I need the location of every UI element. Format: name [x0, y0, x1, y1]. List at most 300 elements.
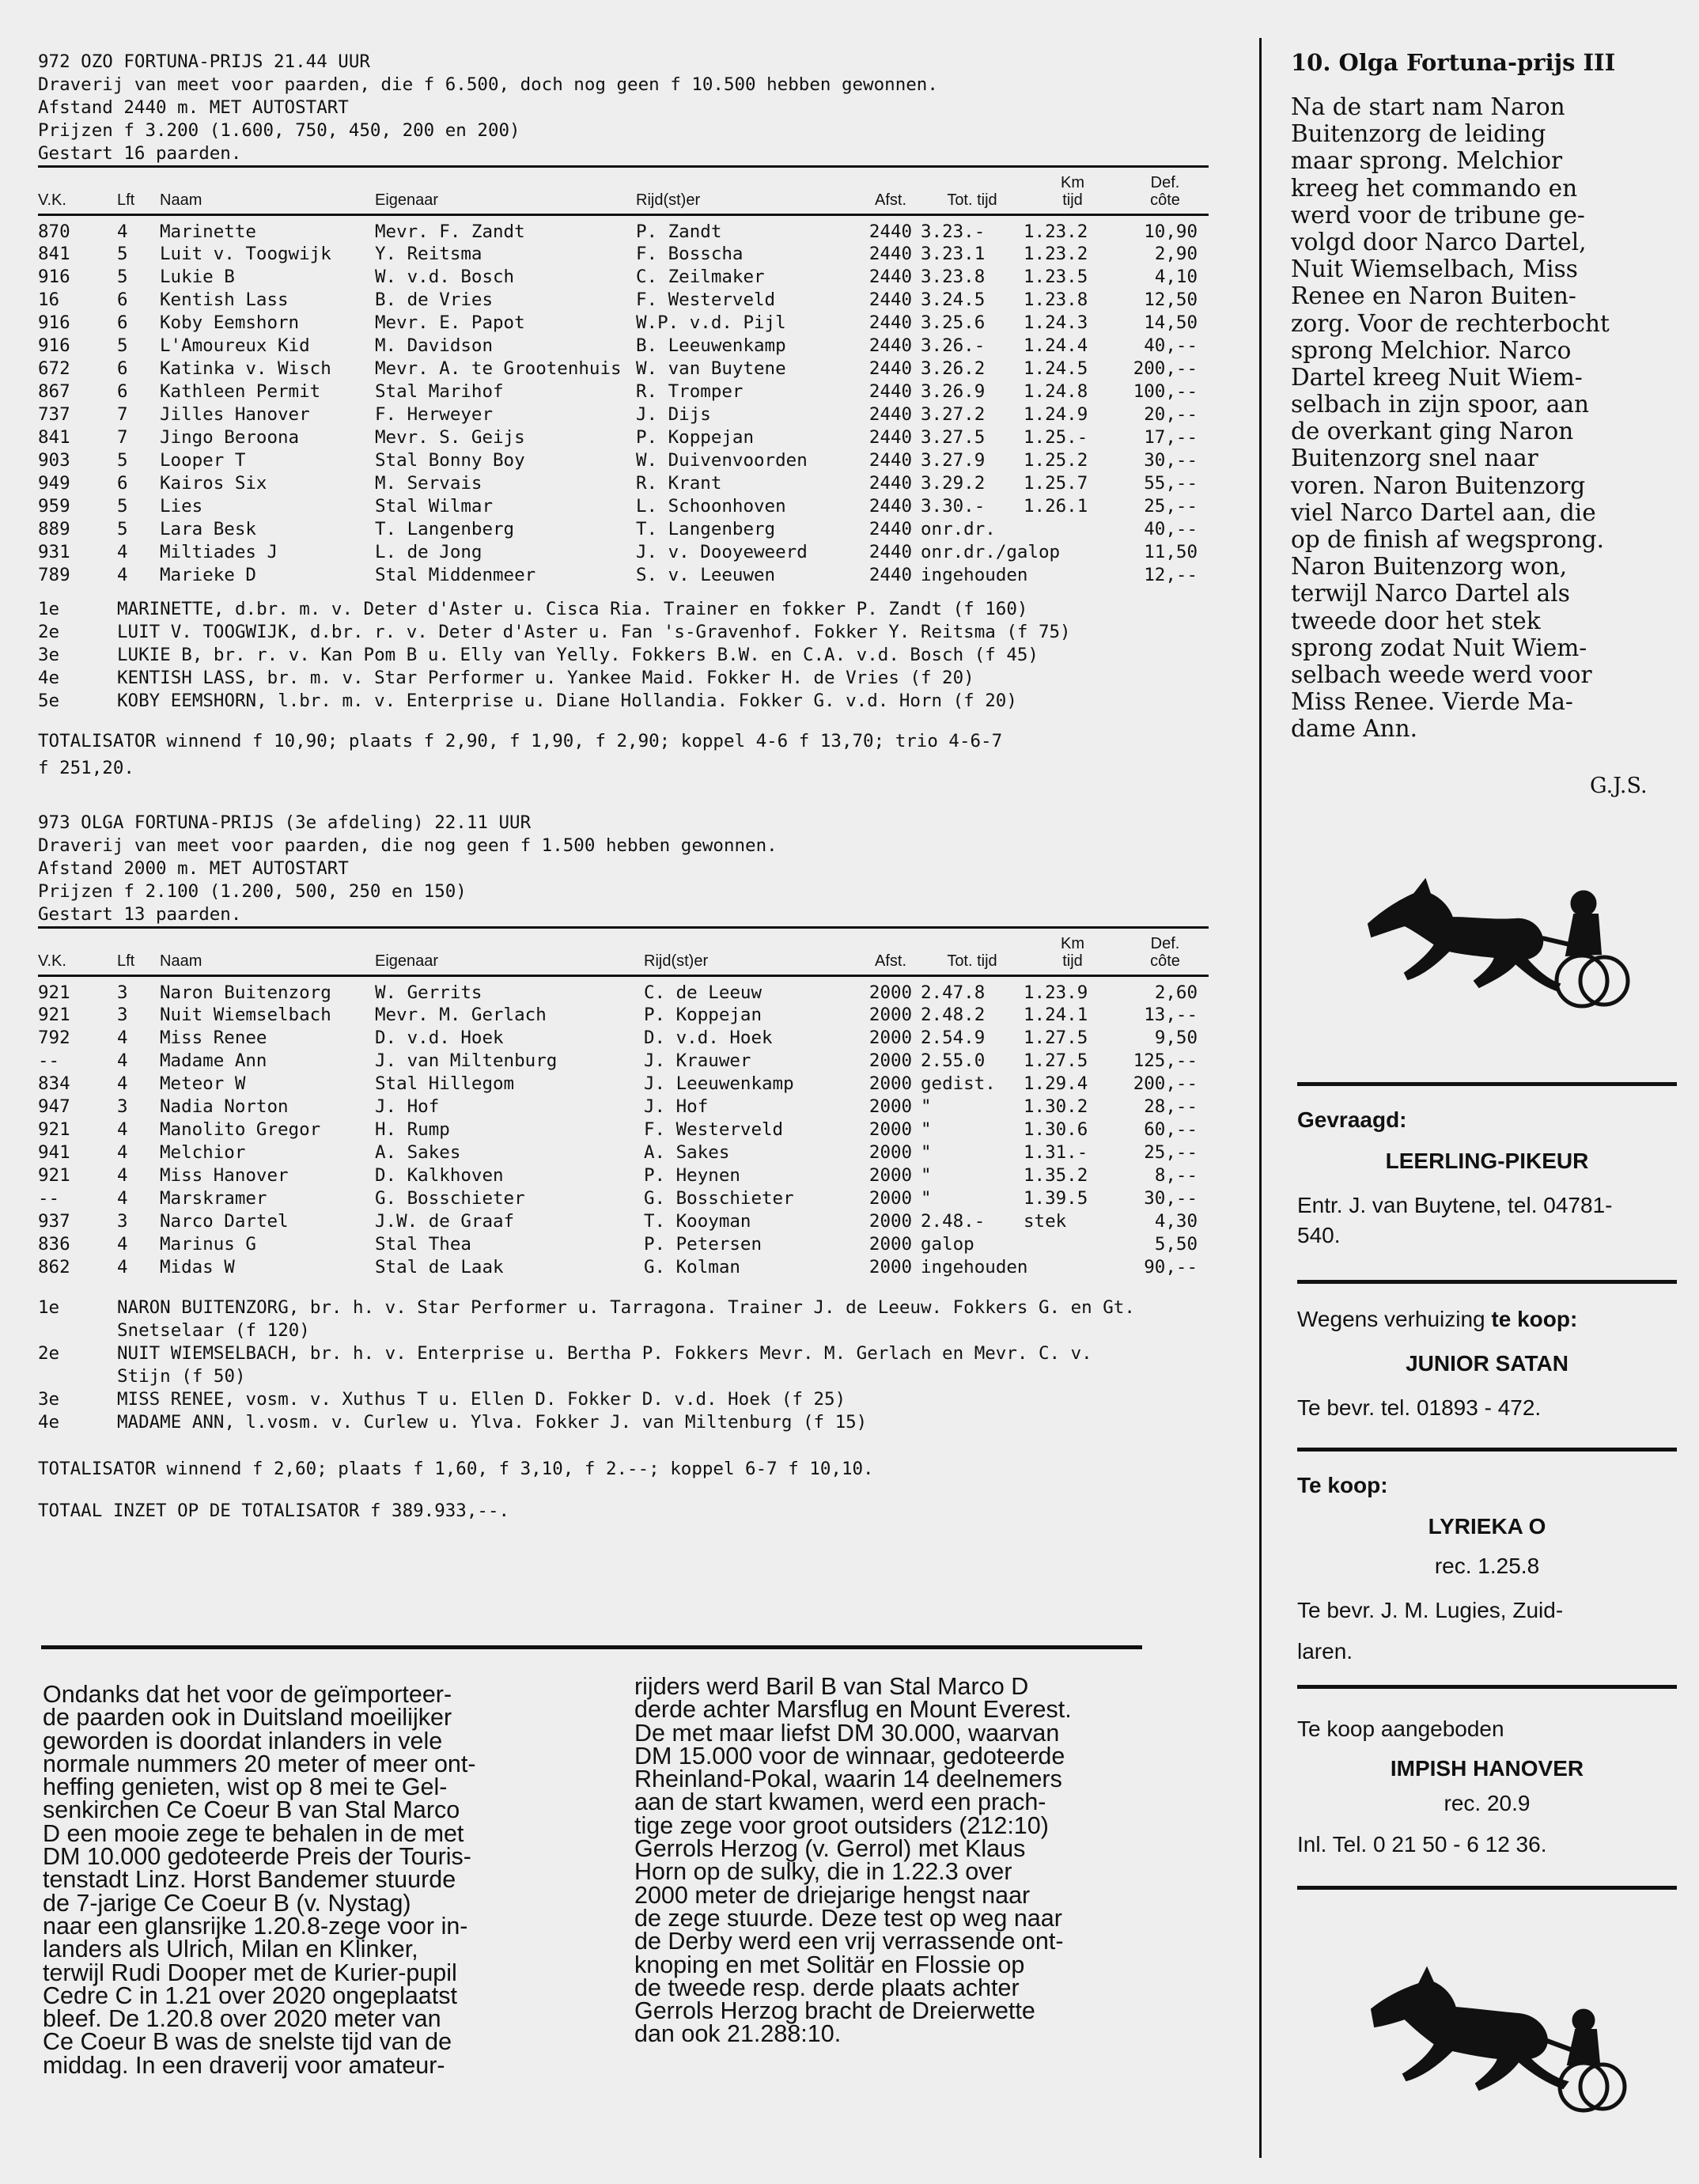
table-row — [38, 1073, 1209, 1096]
ad-name: LYRIEKA O — [1428, 1514, 1546, 1539]
table-cell: C. de Leeuw — [644, 982, 762, 1003]
ad-name: LEERLING-PIKEUR — [1385, 1149, 1589, 1173]
table-row — [38, 289, 1209, 312]
table-cell: 3.27.9 — [921, 450, 986, 471]
table-cell: 2.48.2 — [921, 1005, 986, 1025]
table-cell: " — [921, 1119, 932, 1140]
race-972-prizes: Prijzen f 3.200 (1.600, 750, 450, 200 en 200) — [38, 120, 520, 141]
table-cell: 4,30 — [1154, 1211, 1198, 1232]
table-row — [38, 1004, 1209, 1027]
table-cell: 2000 — [868, 1005, 913, 1025]
table-cell: -- — [38, 1050, 60, 1071]
placing-row: 1e NARON BUITENZORG, br. h. v. Star Performer u. Tarragona. Trainer J. de Leeuw. Fokkers G. en Gt. — [38, 1296, 1135, 1318]
table-cell: 2440 — [868, 381, 913, 402]
table-cell: 200,-- — [1133, 358, 1198, 379]
table-cell: 1.30.6 — [1024, 1119, 1088, 1140]
table-cell: 1.23.2 — [1024, 221, 1088, 242]
table-cell: 867 — [38, 381, 70, 402]
table-cell: 889 — [38, 519, 70, 539]
table-cell: Mevr. M. Gerlach — [375, 1005, 547, 1025]
table-cell: Midas W — [160, 1257, 235, 1277]
table-cell: 1.23.2 — [1024, 244, 1088, 264]
trotter-sulky-icon — [1360, 1959, 1629, 2117]
col-km-tijd: Km tijd — [1061, 174, 1084, 209]
table-cell: Stal Middenmeer — [375, 565, 536, 585]
table-row — [38, 1141, 1209, 1164]
table-row — [38, 976, 1209, 1004]
table-cell: Kathleen Permit — [160, 381, 321, 402]
table-cell: 100,-- — [1133, 381, 1198, 402]
table-cell: 3.26.- — [921, 335, 986, 356]
table-cell: Stal Marihof — [375, 381, 504, 402]
table-cell: Marskramer — [160, 1188, 267, 1209]
race-972-rows — [38, 215, 1209, 587]
article-top-rule — [41, 1645, 1142, 1649]
table-cell: 17,-- — [1144, 427, 1198, 448]
table-cell: 2440 — [868, 312, 913, 333]
table-cell: 40,-- — [1144, 519, 1198, 539]
table-header-row — [38, 167, 1209, 215]
ad-contact: Entr. J. van Buytene, tel. 04781- — [1297, 1193, 1613, 1217]
table-cell: 2440 — [868, 473, 913, 494]
table-cell: 12,50 — [1144, 290, 1198, 310]
table-cell: 1.25.2 — [1024, 450, 1088, 471]
race-973-prizes: Prijzen f 2.100 (1.200, 500, 250 en 150) — [38, 881, 467, 902]
table-cell: -- — [38, 1188, 60, 1209]
table-cell: 4 — [117, 1142, 128, 1163]
table-cell: B. de Vries — [375, 290, 494, 310]
table-cell: 836 — [38, 1234, 70, 1255]
table-cell: J. van Miltenburg — [375, 1050, 558, 1071]
table-cell: 5 — [117, 450, 128, 471]
table-cell: 5 — [117, 496, 128, 517]
table-cell: onr.dr./galop — [921, 542, 1061, 562]
table-cell: J.W. de Graaf — [375, 1211, 515, 1232]
table-cell: G. Bosschieter — [644, 1188, 794, 1209]
col-km-tijd: Km tijd — [1061, 935, 1084, 970]
col-def-cote: Def. côte — [1150, 174, 1180, 209]
table-row — [38, 1096, 1209, 1118]
table-cell: 4 — [117, 1028, 128, 1048]
table-cell: " — [921, 1096, 932, 1117]
col-afst: Afst. — [874, 952, 906, 970]
table-cell: 2000 — [868, 1234, 913, 1255]
table-cell — [1024, 1233, 1122, 1256]
table-row — [38, 243, 1209, 266]
ad-title: Gevraagd: — [1297, 1107, 1407, 1132]
trotter-sulky-icon — [1353, 862, 1629, 1013]
ad-divider-3 — [1297, 1448, 1677, 1452]
table-cell: 1.29.4 — [1024, 1073, 1088, 1094]
table-cell: P. Petersen — [644, 1234, 762, 1255]
table-cell: Jingo Beroona — [160, 427, 300, 448]
table-cell: 2000 — [868, 1211, 913, 1232]
ad-contact: Inl. Tel. 0 21 50 - 6 12 36. — [1297, 1832, 1547, 1857]
table-cell: 1.24.8 — [1024, 381, 1088, 402]
race-973-rows — [38, 976, 1209, 1279]
table-cell: 2440 — [868, 496, 913, 517]
table-cell: Stal de Laak — [375, 1257, 504, 1277]
table-cell: W. Gerrits — [375, 982, 482, 1003]
table-row — [38, 1233, 1209, 1256]
column-divider — [1259, 38, 1262, 2158]
table-cell: 4 — [117, 1257, 128, 1277]
col-rijder: Rijd(st)er — [636, 191, 701, 209]
table-row — [38, 472, 1209, 495]
table-cell: 4 — [117, 1188, 128, 1209]
table-row — [38, 518, 1209, 541]
table-cell: Lies — [160, 496, 203, 517]
article-col-1: Ondanks dat het voor de geïmporteer- de paarden ook in Duitsland moeilijker geworden is doordat inlanders in vele normale nummers 20 meter of meer ont- heffing genieten, wist op 8 mei te Gel- senkirchen Ce Coeur B van Stal Marco D een mooie zege te behalen in de met DM 10.000 gedoteerde Preis der Touris- tenstadt Linz. Horst Bandemer stuurde de 7-jarige Ce Coeur B (v. Nystag) naar een glansrijke 1.20.8-zege voor in- landers als Ulrich, Milan en Klinker, terwijl Rudi Dooper met de Kurier-pupil Cedre C in 1.21 over 2020 ongeplaatst bleef. De 1.20.8 over 2020 meter van Ce Coeur B was de snelste tijd van de middag. In een draverij voor amateur- — [43, 1681, 476, 2079]
table-cell: M. Davidson — [375, 335, 494, 356]
race-973-distance: Afstand 2000 m. MET AUTOSTART — [38, 858, 349, 879]
race-972-conditions: Draverij van meet voor paarden, die f 6.500, doch nog geen f 10.500 hebben gewonnen. — [38, 74, 938, 95]
table-cell: 4 — [117, 1050, 128, 1071]
table-cell: P. Heynen — [644, 1165, 740, 1186]
table-cell: 5 — [117, 267, 128, 287]
table-cell: G. Kolman — [644, 1257, 740, 1277]
table-cell: 2.54.9 — [921, 1028, 986, 1048]
table-cell: 1.23.5 — [1024, 267, 1088, 287]
table-cell: 2.47.8 — [921, 982, 986, 1003]
col-eigenaar: Eigenaar — [375, 191, 439, 209]
table-cell: 1.39.5 — [1024, 1188, 1088, 1209]
table-cell: A. Sakes — [644, 1142, 730, 1163]
table-cell: 1.27.5 — [1024, 1028, 1088, 1048]
table-cell: W. Duivenvoorden — [636, 450, 808, 471]
table-cell: 25,-- — [1144, 496, 1198, 517]
table-cell: 9,50 — [1154, 1028, 1198, 1048]
table-cell: 6 — [117, 381, 128, 402]
table-cell: Stal Wilmar — [375, 496, 494, 517]
table-cell: 2440 — [868, 335, 913, 356]
table-cell: 20,-- — [1144, 404, 1198, 425]
col-afst: Afst. — [874, 191, 906, 209]
table-cell: 7 — [117, 404, 128, 425]
table-cell: 2000 — [868, 1165, 913, 1186]
ad-impish-hanover — [1297, 1717, 1677, 1857]
table-cell: Luit v. Toogwijk — [160, 244, 331, 264]
table-cell: Y. Reitsma — [375, 244, 482, 264]
race-973-started: Gestart 13 paarden. — [38, 904, 242, 925]
table-cell: B. Leeuwenkamp — [636, 335, 786, 356]
table-cell: 3 — [117, 982, 128, 1003]
table-cell: 40,-- — [1144, 335, 1198, 356]
table-cell: A. Sakes — [375, 1142, 461, 1163]
table-cell: 2440 — [868, 519, 913, 539]
table-cell: Stal Hillegom — [375, 1073, 515, 1094]
table-row — [38, 1118, 1209, 1141]
table-cell: 2.55.0 — [921, 1050, 986, 1071]
table-cell: Kentish Lass — [160, 290, 289, 310]
col-rijder: Rijd(st)er — [644, 952, 709, 970]
table-cell: 841 — [38, 427, 70, 448]
table-cell: W.P. v.d. Pijl — [636, 312, 786, 333]
table-cell: T. Langenberg — [636, 519, 776, 539]
ad-contact: Te bevr. J. M. Lugies, Zuid- — [1297, 1598, 1564, 1622]
table-cell: 1.30.2 — [1024, 1096, 1088, 1117]
table-cell: 921 — [38, 1005, 70, 1025]
ad-name: JUNIOR SATAN — [1406, 1351, 1568, 1376]
table-cell: 6 — [117, 312, 128, 333]
table-cell: J. v. Dooyeweerd — [636, 542, 808, 562]
table-cell: 12,-- — [1144, 565, 1198, 585]
table-cell: 4 — [117, 1165, 128, 1186]
col-def-cote: Def. côte — [1150, 935, 1180, 970]
table-cell: Lukie B — [160, 267, 235, 287]
table-cell: 3 — [117, 1005, 128, 1025]
table-cell: stek — [1024, 1211, 1067, 1232]
table-cell: 921 — [38, 1165, 70, 1186]
table-cell: 13,-- — [1144, 1005, 1198, 1025]
table-cell: Marieke D — [160, 565, 256, 585]
race-972-header — [38, 51, 1209, 165]
table-cell: ingehouden — [921, 1257, 1028, 1277]
table-cell: W. van Buytene — [636, 358, 786, 379]
race-972-title: 972 OZO FORTUNA-PRIJS 21.44 UUR — [38, 51, 370, 72]
table-row — [38, 380, 1209, 403]
table-cell — [1024, 564, 1122, 587]
table-cell: 1.24.9 — [1024, 404, 1088, 425]
table-row — [38, 358, 1209, 380]
table-cell: 2440 — [868, 565, 913, 585]
col-lft: Lft — [117, 952, 135, 970]
table-cell: 916 — [38, 335, 70, 356]
table-cell: H. Rump — [375, 1119, 450, 1140]
ad-divider-1 — [1297, 1082, 1677, 1086]
table-cell: Miss Renee — [160, 1028, 267, 1048]
table-header-row — [38, 928, 1209, 976]
table-row — [38, 426, 1209, 449]
table-row — [38, 449, 1209, 472]
table-cell: 792 — [38, 1028, 70, 1048]
table-row — [38, 403, 1209, 426]
table-cell: ingehouden — [921, 565, 1028, 585]
table-cell: 25,-- — [1144, 1142, 1198, 1163]
table-cell: 1.31.- — [1024, 1142, 1088, 1163]
table-cell: Marinette — [160, 221, 256, 242]
table-cell: 947 — [38, 1096, 70, 1117]
col-vk: V.K. — [38, 952, 66, 970]
table-cell: 2440 — [868, 244, 913, 264]
table-cell: 2,60 — [1154, 982, 1198, 1003]
table-row — [38, 495, 1209, 518]
race-972-results-table — [38, 165, 1209, 587]
article-col-2: rijders werd Baril B van Stal Marco D derde achter Marsflug en Mount Everest. De met maar liefst DM 30.000, waarvan DM 15.000 voor de winnaar, gedoteerde Rheinland-Pokal, waarin 14 deelnemers aan de start kwamen, werd een prach- tige zege voor groot outsiders (212:10) Gerrols Herzog (v. Gerrol) met Klaus Horn op de sulky, die in 1.22.3 over 2000 meter de driejarige hengst naar de zege stuurde. Deze test op weg naar de Derby werd een vrij verrassende ont- knoping en met Solitär en Flossie op de tweede resp. derde plaats achter Gerrols Herzog bracht de Dreierwette dan ook 21.288:10. — [634, 1673, 1072, 2048]
table-cell: 5 — [117, 244, 128, 264]
table-row — [38, 266, 1209, 289]
table-cell: Stal Thea — [375, 1234, 471, 1255]
col-vk: V.K. — [38, 191, 66, 209]
table-cell: 2440 — [868, 427, 913, 448]
table-row — [38, 541, 1209, 564]
table-cell: 2440 — [868, 290, 913, 310]
table-cell: 862 — [38, 1257, 70, 1277]
race-972-totalisator: TOTALISATOR winnend f 10,90; plaats f 2,90, f 1,90, f 2,90; koppel 4-6 f 13,70; trio 4-6-7 f 251,20. — [38, 730, 1003, 778]
table-cell: 3.26.2 — [921, 358, 986, 379]
ad-contact-cont: 540. — [1297, 1223, 1341, 1247]
table-cell: Naron Buitenzorg — [160, 982, 331, 1003]
table-cell: Mevr. A. te Grootenhuis — [375, 358, 622, 379]
table-row — [38, 1187, 1209, 1210]
table-cell: 4 — [117, 1234, 128, 1255]
table-cell: Melchior — [160, 1142, 246, 1163]
placing-row: 5e KOBY EEMSHORN, l.br. m. v. Enterprise u. Diane Hollandia. Fokker G. v.d. Horn (f 20) — [38, 690, 1017, 711]
table-cell: 959 — [38, 496, 70, 517]
table-row — [38, 1210, 1209, 1233]
table-row — [38, 1050, 1209, 1073]
ad-divider-2 — [1297, 1280, 1677, 1284]
table-cell: P. Zandt — [636, 221, 722, 242]
table-cell: galop — [921, 1234, 974, 1255]
ad-divider-4 — [1297, 1685, 1677, 1689]
table-cell: 3.27.2 — [921, 404, 986, 425]
table-cell: 16 — [38, 290, 60, 310]
table-cell — [1024, 1256, 1122, 1279]
table-cell: 2000 — [868, 1050, 913, 1071]
table-cell: 3.23.1 — [921, 244, 986, 264]
table-cell: 4,10 — [1154, 267, 1198, 287]
table-cell: 1.24.4 — [1024, 335, 1088, 356]
table-row — [38, 1164, 1209, 1187]
table-row — [38, 1256, 1209, 1279]
race-973-results-table — [38, 926, 1209, 1279]
table-cell: gedist. — [921, 1073, 996, 1094]
table-cell: 30,-- — [1144, 450, 1198, 471]
table-cell: 10,90 — [1144, 221, 1198, 242]
table-cell: 3.30.- — [921, 496, 986, 517]
table-cell: Nuit Wiemselbach — [160, 1005, 331, 1025]
ad-title: Wegens verhuizing te koop: — [1297, 1307, 1578, 1331]
placing-row: 4e MADAME ANN, l.vosm. v. Curlew u. Ylva. Fokker J. van Miltenburg (f 15) — [38, 1411, 868, 1433]
col-naam: Naam — [160, 191, 202, 209]
table-row — [38, 215, 1209, 243]
table-cell: 1.25.7 — [1024, 473, 1088, 494]
table-cell: F. Bosscha — [636, 244, 744, 264]
table-cell: M. Servais — [375, 473, 482, 494]
col-eigenaar: Eigenaar — [375, 952, 439, 970]
table-cell: 2000 — [868, 982, 913, 1003]
table-cell: 3.23.8 — [921, 267, 986, 287]
table-cell: J. Hof — [375, 1096, 440, 1117]
table-cell: Lara Besk — [160, 519, 256, 539]
table-cell: C. Zeilmaker — [636, 267, 765, 287]
table-cell: 1.24.5 — [1024, 358, 1088, 379]
table-cell: 5,50 — [1154, 1234, 1198, 1255]
placing-row: 2e NUIT WIEMSELBACH, br. h. v. Enterprise u. Bertha P. Fokkers Mevr. M. Gerlach en Mevr. C. v. — [38, 1342, 1092, 1364]
table-cell: 949 — [38, 473, 70, 494]
race-972 — [38, 51, 1209, 780]
ad-contact: Te bevr. tel. 01893 - 472. — [1297, 1395, 1542, 1420]
table-cell: 789 — [38, 565, 70, 585]
table-cell: 3.27.5 — [921, 427, 986, 448]
ad-title: Te koop aangeboden — [1297, 1717, 1504, 1741]
table-cell — [1024, 518, 1122, 541]
table-cell: 4 — [117, 565, 128, 585]
race-973-header — [38, 812, 1209, 926]
table-cell: 931 — [38, 542, 70, 562]
table-cell: Miss Hanover — [160, 1165, 289, 1186]
table-cell: 834 — [38, 1073, 70, 1094]
table-cell: onr.dr. — [921, 519, 996, 539]
table-row — [38, 312, 1209, 335]
table-row — [38, 1027, 1209, 1050]
table-cell: 200,-- — [1133, 1073, 1198, 1094]
table-cell: R. Krant — [636, 473, 722, 494]
col-tot-tijd: Tot. tijd — [947, 952, 997, 970]
table-cell: Katinka v. Wisch — [160, 358, 331, 379]
race-973-title: 973 OLGA FORTUNA-PRIJS (3e afdeling) 22.11 UUR — [38, 812, 532, 833]
table-cell: Miltiades J — [160, 542, 278, 562]
table-cell: T. Langenberg — [375, 519, 515, 539]
table-cell: 737 — [38, 404, 70, 425]
table-cell: R. Tromper — [636, 381, 744, 402]
ad-record: rec. 1.25.8 — [1434, 1554, 1540, 1578]
table-cell: 2000 — [868, 1028, 913, 1048]
table-cell: 4 — [117, 542, 128, 562]
table-cell: 2.48.- — [921, 1211, 986, 1232]
table-cell: D. v.d. Hoek — [375, 1028, 504, 1048]
table-cell: 125,-- — [1133, 1050, 1198, 1071]
table-cell: Koby Eemshorn — [160, 312, 300, 333]
table-cell: 30,-- — [1144, 1188, 1198, 1209]
race-report: Na de start nam Naron Buitenzorg de leiding maar sprong. Melchior kreeg het commando en werd voor de tribune ge- volgd door Narco Dartel, Nuit Wiemselbach, Miss Renee en Naron Buiten- zorg. Voor de rechterbocht sprong Melchior. Narco Dartel kreeg Nuit Wiem- selbach in zijn spoor, aan de overkant ging Naron Buitenzorg snel naar voren. Naron Buitenzorg viel Narco Dartel aan, die op de finish af wegsprong. Naron Buitenzorg won, terwijl Narco Dartel als tweede door het stek sprong zodat Nuit Wiem- selbach weede werd voor Miss Renee. Vierde Ma- dame Ann. — [1291, 93, 1610, 743]
table-cell: 3.23.- — [921, 221, 986, 242]
table-cell: " — [921, 1142, 932, 1163]
col-tot-tijd: Tot. tijd — [947, 191, 997, 209]
sidebar-heading: 10. Olga Fortuna-prijs III — [1291, 49, 1616, 76]
table-cell: 1.23.8 — [1024, 290, 1088, 310]
table-cell: 8,-- — [1154, 1165, 1198, 1186]
table-cell: 921 — [38, 982, 70, 1003]
table-cell: " — [921, 1188, 932, 1209]
race-973-placings: 1e NARON BUITENZORG, br. h. v. Star Performer u. Tarragona. Trainer J. de Leeuw. Fokkers G. en Gt. Snetselaar (f 120) 2e NUIT WIEMSELBACH, br. h. v. Enterprise u. Bertha P. Fokkers Mevr. M. Gerlach en Mevr. C. v. Stijn (f 50) 3e MISS RENEE, vosm. v. Xuthus T u. Ellen D. Fokker D. v.d. Hoek (f 25) 4e MADAME ANN, l.vosm. v. Curlew u. Ylva. Fokker J. van Miltenburg (f 15) — [38, 1296, 1209, 1434]
table-cell: Marinus G — [160, 1234, 256, 1255]
table-cell: 3.26.9 — [921, 381, 986, 402]
col-lft: Lft — [117, 191, 135, 209]
author-signature: G.J.S. — [1590, 774, 1648, 798]
table-cell: 2440 — [868, 404, 913, 425]
table-cell: P. Koppejan — [644, 1005, 762, 1025]
table-cell: 1.24.1 — [1024, 1005, 1088, 1025]
table-cell: T. Kooyman — [644, 1211, 751, 1232]
table-cell: 916 — [38, 312, 70, 333]
ad-junior-satan — [1297, 1307, 1677, 1421]
table-cell: 2000 — [868, 1257, 913, 1277]
ad-name: IMPISH HANOVER — [1390, 1756, 1584, 1781]
race-973-conditions: Draverij van meet voor paarden, die nog geen f 1.500 hebben gewonnen. — [38, 835, 778, 856]
table-cell: 1.26.1 — [1024, 496, 1088, 517]
col-naam: Naam — [160, 952, 202, 970]
table-cell: F. Herweyer — [375, 404, 494, 425]
table-cell: 60,-- — [1144, 1119, 1198, 1140]
table-cell: 2440 — [868, 358, 913, 379]
placing-row: 4e KENTISH LASS, br. m. v. Star Performer u. Yankee Maid. Fokker H. de Vries (f 20) — [38, 667, 974, 688]
race-972-placings — [38, 598, 1209, 713]
table-cell: Looper T — [160, 450, 246, 471]
ad-leerling-pikeur — [1297, 1107, 1677, 1248]
table-cell: 2000 — [868, 1096, 913, 1117]
table-row — [38, 335, 1209, 358]
table-cell: J. Hof — [644, 1096, 709, 1117]
table-cell: 937 — [38, 1211, 70, 1232]
ad-divider-5 — [1297, 1886, 1677, 1890]
table-cell: 3.29.2 — [921, 473, 986, 494]
table-cell: 1.23.9 — [1024, 982, 1088, 1003]
table-cell: 5 — [117, 519, 128, 539]
race-973 — [38, 812, 1209, 1523]
table-cell: 2440 — [868, 542, 913, 562]
